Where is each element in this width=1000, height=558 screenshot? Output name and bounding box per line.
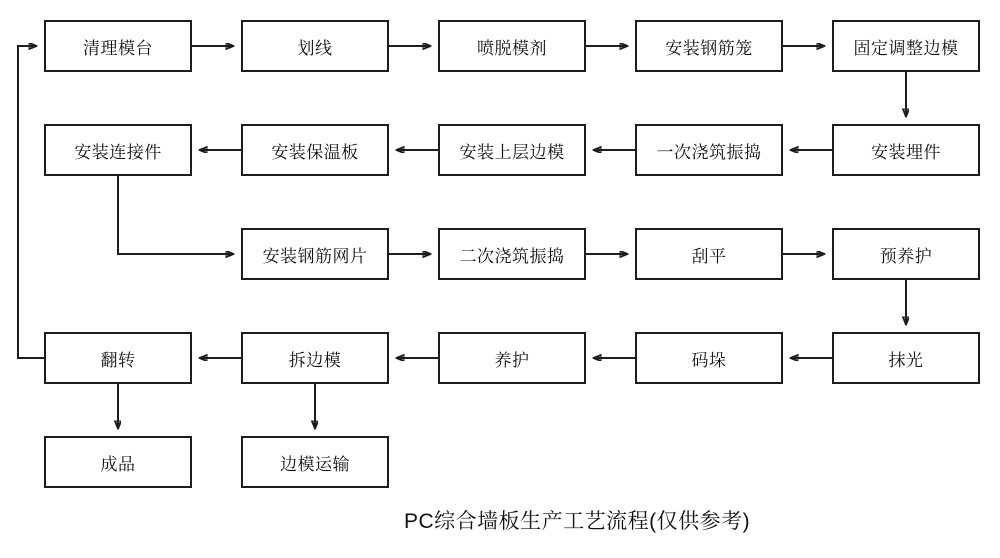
edge-n19-n1-feedback bbox=[18, 46, 44, 358]
node-label: 刮平 bbox=[691, 246, 727, 266]
node-label: 码垛 bbox=[691, 350, 727, 370]
node-label: 安装上层边模 bbox=[459, 142, 565, 162]
node-fanzhuan[interactable] bbox=[44, 332, 192, 384]
node-huaxian[interactable] bbox=[241, 20, 389, 72]
node-guaping[interactable] bbox=[635, 228, 783, 280]
node-label: 清理模台 bbox=[83, 38, 153, 58]
node-anzhuangmaijian[interactable] bbox=[832, 124, 980, 176]
node-label: 二次浇筑振捣 bbox=[459, 246, 565, 266]
diagram-caption: PC综合墙板生产工艺流程(仅供参考) bbox=[404, 510, 751, 533]
node-label: 安装钢筋网片 bbox=[262, 246, 368, 266]
node-anzhuanggangjinwangpian[interactable] bbox=[241, 228, 389, 280]
node-anzhuangshangcengbianmo[interactable] bbox=[438, 124, 586, 176]
node-label: 划线 bbox=[297, 38, 333, 58]
node-ercijiaozhuzhendao[interactable] bbox=[438, 228, 586, 280]
node-bianmoyunshu[interactable] bbox=[241, 436, 389, 488]
node-yicijiaozhuzhendao[interactable] bbox=[635, 124, 783, 176]
node-label: 一次浇筑振捣 bbox=[656, 142, 762, 162]
node-maduo[interactable] bbox=[635, 332, 783, 384]
node-label: 安装钢筋笼 bbox=[665, 38, 753, 58]
node-chengpin[interactable] bbox=[44, 436, 192, 488]
node-label: 固定调整边模 bbox=[853, 38, 959, 58]
node-anzhuanglianjiejian[interactable] bbox=[44, 124, 192, 176]
node-label: 预养护 bbox=[879, 246, 933, 266]
node-label: 安装埋件 bbox=[871, 142, 941, 162]
node-label: 安装连接件 bbox=[74, 142, 162, 162]
node-chaibianmo[interactable] bbox=[241, 332, 389, 384]
node-yuyanghu[interactable] bbox=[832, 228, 980, 280]
node-label: 养护 bbox=[494, 350, 530, 370]
node-label: 拆边模 bbox=[288, 350, 342, 370]
node-moguang[interactable] bbox=[832, 332, 980, 384]
node-label: 翻转 bbox=[100, 350, 136, 370]
node-label: 边模运输 bbox=[280, 454, 350, 474]
node-yanghu[interactable] bbox=[438, 332, 586, 384]
node-label: 喷脱模剂 bbox=[477, 38, 547, 58]
edge-n10-n11 bbox=[118, 176, 233, 254]
node-gudingtiaozhengbianmo[interactable] bbox=[832, 20, 980, 72]
node-qinglimotai[interactable] bbox=[44, 20, 192, 72]
node-label: 成品 bbox=[100, 454, 136, 474]
node-label: 安装保温板 bbox=[271, 142, 359, 162]
node-anzhuanggangjinlong[interactable] bbox=[635, 20, 783, 72]
node-anzhuangbaowenban[interactable] bbox=[241, 124, 389, 176]
node-pentuomoji[interactable] bbox=[438, 20, 586, 72]
node-label: 抹光 bbox=[888, 350, 924, 370]
